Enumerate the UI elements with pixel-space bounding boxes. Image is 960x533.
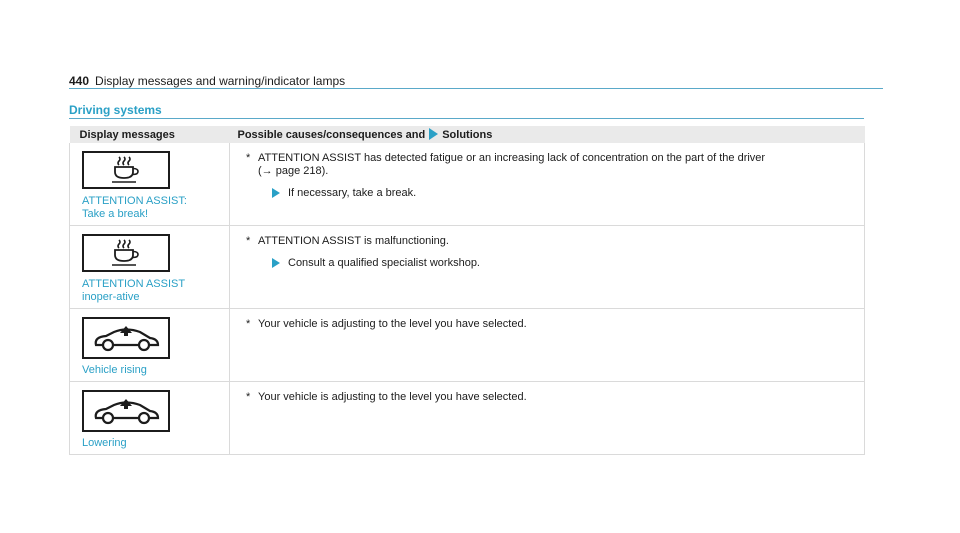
vehicle-rising-icon [82, 317, 170, 359]
page-number: 440 [69, 74, 90, 88]
cause-note [246, 152, 856, 178]
header-divider [69, 88, 883, 89]
column-header-solutions-prefix: Possible causes/consequences and [237, 129, 426, 141]
cause-text: Your vehicle is adjusting to the level you have selected. [258, 318, 527, 330]
table-row [70, 382, 865, 455]
display-message-text: Lowering [82, 437, 127, 449]
section-divider [69, 118, 864, 119]
display-message-text: ATTENTION ASSIST: Take a break! [82, 195, 187, 220]
cause-note [246, 318, 856, 331]
solution-cell [230, 143, 865, 226]
table-header-row [70, 126, 865, 143]
note-star: * [246, 318, 251, 330]
solution-cell [230, 226, 865, 309]
solution-cell [230, 309, 865, 382]
cause-note [246, 391, 856, 404]
solution-step [246, 187, 856, 200]
solution-cell [230, 382, 865, 455]
page-header-title: Display messages and warning/indicator lamps [95, 74, 346, 88]
cause-text: Your vehicle is adjusting to the level you have selected. [258, 391, 527, 403]
cause-note [246, 235, 856, 248]
solution-step-text: Consult a qualified specialist workshop. [288, 257, 480, 269]
message-cell [70, 143, 230, 226]
column-header-solutions-suffix: Solutions [442, 129, 493, 141]
table-row [70, 143, 865, 226]
step-arrow-icon [272, 258, 280, 268]
vehicle-lowering-icon [82, 390, 170, 432]
solution-step [246, 257, 856, 270]
section-title: Driving systems [69, 103, 162, 117]
message-cell [70, 309, 230, 382]
cause-text: ATTENTION ASSIST is malfunctioning. [258, 235, 449, 247]
display-message-text: ATTENTION ASSIST inoper-ative [82, 278, 185, 303]
table-row [70, 226, 865, 309]
display-message-text: Vehicle rising [82, 364, 147, 376]
coffee-cup-icon [82, 234, 170, 272]
note-star: * [246, 235, 251, 247]
display-messages-table [69, 126, 865, 455]
page-header [69, 74, 345, 88]
column-header-solutions [230, 126, 865, 143]
message-cell [70, 226, 230, 309]
table-row [70, 309, 865, 382]
page-reference: (→ page 218). [258, 165, 329, 177]
solutions-arrow-icon [429, 128, 438, 140]
step-arrow-icon [272, 188, 280, 198]
column-header-messages: Display messages [70, 126, 230, 143]
note-star: * [246, 391, 251, 403]
coffee-cup-icon [82, 151, 170, 189]
solution-step-text: If necessary, take a break. [288, 187, 417, 199]
message-cell [70, 382, 230, 455]
note-star: * [246, 152, 251, 164]
cause-text: ATTENTION ASSIST has detected fatigue or an increasing lack of concentration on the part of the driver [258, 152, 766, 164]
